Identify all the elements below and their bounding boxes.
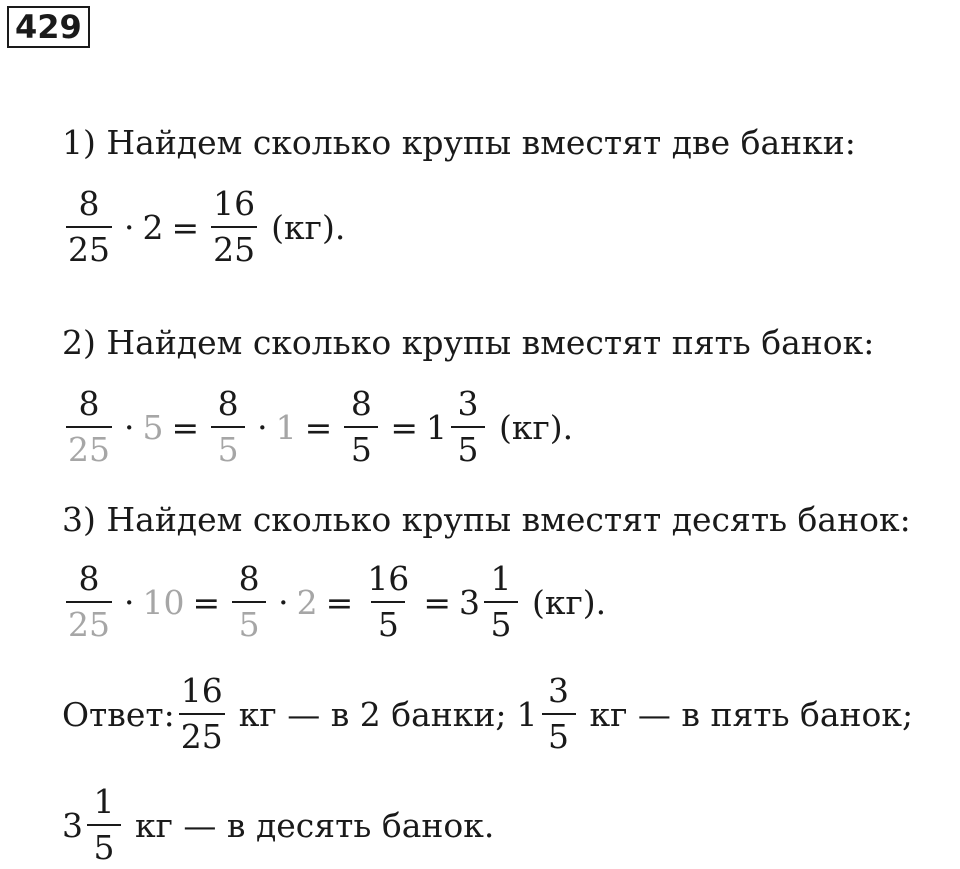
equals-sign: = xyxy=(304,407,333,447)
fraction xyxy=(66,385,112,469)
multiplier: 2 xyxy=(142,207,164,247)
numerator: 3 xyxy=(548,671,570,710)
fraction xyxy=(365,560,411,644)
unit: (кг). xyxy=(498,407,574,447)
denominator: 5 xyxy=(232,601,266,644)
step2-equation xyxy=(62,385,573,469)
equals-sign: = xyxy=(171,407,200,447)
fraction xyxy=(211,385,245,469)
step2-heading xyxy=(62,320,874,364)
denominator: 25 xyxy=(179,713,225,756)
fraction xyxy=(232,560,266,644)
fraction xyxy=(66,185,112,269)
step3-heading-text: 3) Найдем сколько крупы вместят десять банок: xyxy=(62,499,911,539)
numerator: 8 xyxy=(217,384,239,423)
step1-heading-text: 1) Найдем сколько крупы вместят две банки: xyxy=(62,122,856,162)
unit: (кг). xyxy=(271,207,346,247)
fraction xyxy=(542,672,576,756)
whole-part: 3 xyxy=(458,582,480,622)
equals-sign: = xyxy=(171,207,200,247)
multiply-sign: · xyxy=(124,407,135,447)
multiplier: 2 xyxy=(296,582,318,622)
answer-label: Ответ: xyxy=(62,694,175,734)
denominator: 5 xyxy=(87,824,121,867)
denominator: 25 xyxy=(66,601,112,644)
step2-heading-text: 2) Найдем сколько крупы вместят пять банок: xyxy=(62,322,875,362)
denominator: 5 xyxy=(211,426,245,469)
fraction xyxy=(66,560,112,644)
denominator: 5 xyxy=(484,601,518,644)
numerator: 8 xyxy=(350,384,372,423)
equals-sign: = xyxy=(192,582,221,622)
step3-heading xyxy=(62,497,911,541)
denominator: 25 xyxy=(211,226,257,269)
denominator: 5 xyxy=(371,601,405,644)
multiply-sign: · xyxy=(278,582,289,622)
task-number: 429 xyxy=(7,6,90,48)
multiplier: 5 xyxy=(142,407,164,447)
numerator: 8 xyxy=(238,559,260,598)
step1-equation xyxy=(62,185,345,269)
multiply-sign: · xyxy=(124,582,135,622)
whole-part: 1 xyxy=(516,694,538,734)
numerator: 8 xyxy=(78,384,100,423)
numerator: 8 xyxy=(78,184,100,223)
whole-part: 1 xyxy=(425,407,447,447)
fraction xyxy=(451,385,485,469)
fraction xyxy=(484,560,518,644)
denominator: 5 xyxy=(344,426,378,469)
fraction xyxy=(211,185,257,269)
numerator: 1 xyxy=(490,559,512,598)
numerator: 1 xyxy=(93,782,115,821)
numerator: 16 xyxy=(180,671,223,710)
whole-part: 3 xyxy=(62,805,83,845)
step3-equation xyxy=(62,560,606,644)
fraction xyxy=(344,385,378,469)
fraction xyxy=(179,672,225,756)
multiplier: 1 xyxy=(275,407,297,447)
answer-text: кг — в 2 банки; xyxy=(238,694,507,734)
multiply-sign: · xyxy=(257,407,268,447)
numerator: 8 xyxy=(78,559,100,598)
multiply-sign: · xyxy=(124,207,135,247)
unit: (кг). xyxy=(531,582,607,622)
equals-sign: = xyxy=(423,582,451,622)
numerator: 16 xyxy=(213,184,256,223)
denominator: 5 xyxy=(542,713,576,756)
fraction xyxy=(87,783,121,867)
step1-heading xyxy=(62,120,856,164)
numerator: 3 xyxy=(457,384,479,423)
equals-sign: = xyxy=(390,407,418,447)
equals-sign: = xyxy=(325,582,354,622)
answer-text: кг — в десять банок. xyxy=(135,805,495,845)
numerator: 16 xyxy=(367,559,410,598)
multiplier: 10 xyxy=(142,582,185,622)
denominator: 25 xyxy=(66,226,112,269)
denominator: 25 xyxy=(66,426,112,469)
answer-line-2 xyxy=(62,783,494,867)
answer-line-1 xyxy=(62,672,913,756)
denominator: 5 xyxy=(451,426,485,469)
answer-text: кг — в пять банок; xyxy=(589,694,914,734)
